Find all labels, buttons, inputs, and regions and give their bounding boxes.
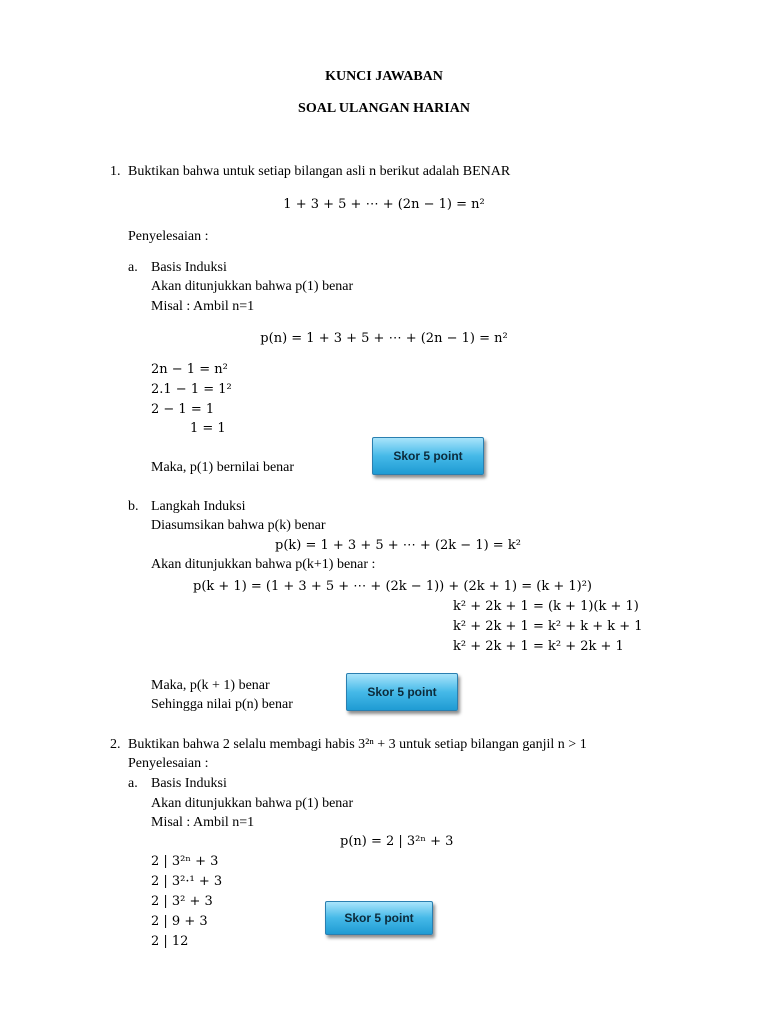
q2-text: Buktikan bahwa 2 selalu membagi habis 3²ⁿ + 3 untuk setiap bilangan ganjil n > 1	[128, 737, 587, 752]
q1b-formula1: p(k) = 1 + 3 + 5 + ⋯ + (2k − 1) = k²	[275, 538, 521, 553]
q1b-conclusion: Sehingga nilai p(n) benar	[151, 697, 293, 712]
q2a-step: 2 | 12	[151, 934, 189, 949]
q1-text: Buktikan bahwa untuk setiap bilangan asli n berikut adalah BENAR	[128, 164, 511, 179]
q1a-conclusion: Maka, p(1) bernilai benar	[151, 460, 295, 475]
q2a-formula: p(n) = 2 | 3²ⁿ + 3	[340, 834, 454, 849]
score-badge: Skor 5 point	[372, 437, 484, 475]
q1b-step: k² + 2k + 1 = k² + 2k + 1	[453, 639, 624, 654]
q1b-step: k² + 2k + 1 = k² + k + k + 1	[453, 619, 643, 634]
q1-solution-label: Penyelesaian :	[128, 229, 209, 244]
q1a-line2: Misal : Ambil n=1	[151, 299, 255, 314]
q2-number: 2.	[110, 737, 121, 752]
q1a-marker: a.	[128, 260, 138, 275]
q1a-step: 2.1 − 1 = 1²	[151, 382, 232, 397]
page-subtitle: SOAL ULANGAN HARIAN	[298, 101, 470, 116]
q2a-line1: Akan ditunjukkan bahwa p(1) benar	[151, 796, 354, 811]
q1a-step: 1 = 1	[190, 421, 226, 436]
q1a-title: Basis Induksi	[151, 260, 227, 275]
q1b-line2: Akan ditunjukkan bahwa p(k+1) benar :	[151, 557, 376, 572]
q1b-line1: Diasumsikan bahwa p(k) benar	[151, 518, 326, 533]
q2a-title: Basis Induksi	[151, 776, 227, 791]
q1b-title: Langkah Induksi	[151, 499, 246, 514]
q2-solution-label: Penyelesaian :	[128, 756, 209, 771]
q1a-line1: Akan ditunjukkan bahwa p(1) benar	[151, 279, 354, 294]
q2a-step: 2 | 3² + 3	[151, 894, 213, 909]
q1b-conclusion: Maka, p(k + 1) benar	[151, 678, 270, 693]
q1-formula: 1 + 3 + 5 + ⋯ + (2n − 1) = n²	[283, 197, 485, 212]
q1b-marker: b.	[128, 499, 139, 514]
q1a-step: 2n − 1 = n²	[151, 362, 228, 377]
page-title: KUNCI JAWABAN	[325, 69, 443, 84]
q2a-step: 2 | 9 + 3	[151, 914, 208, 929]
q2a-step: 2 | 3²·¹ + 3	[151, 874, 223, 889]
q2a-marker: a.	[128, 776, 138, 791]
score-badge: Skor 5 point	[325, 901, 433, 935]
q2a-line2: Misal : Ambil n=1	[151, 815, 255, 830]
q2a-step: 2 | 3²ⁿ + 3	[151, 854, 219, 869]
q1-number: 1.	[110, 164, 121, 179]
score-badge: Skor 5 point	[346, 673, 458, 711]
q1b-formula2: p(k + 1) = (1 + 3 + 5 + ⋯ + (2k − 1)) + (2k + 1) = (k + 1)²)	[193, 579, 593, 594]
q1a-step: 2 − 1 = 1	[151, 402, 215, 417]
q1b-step: k² + 2k + 1 = (k + 1)(k + 1)	[453, 599, 639, 614]
q1a-formula: p(n) = 1 + 3 + 5 + ⋯ + (2n − 1) = n²	[260, 331, 508, 346]
